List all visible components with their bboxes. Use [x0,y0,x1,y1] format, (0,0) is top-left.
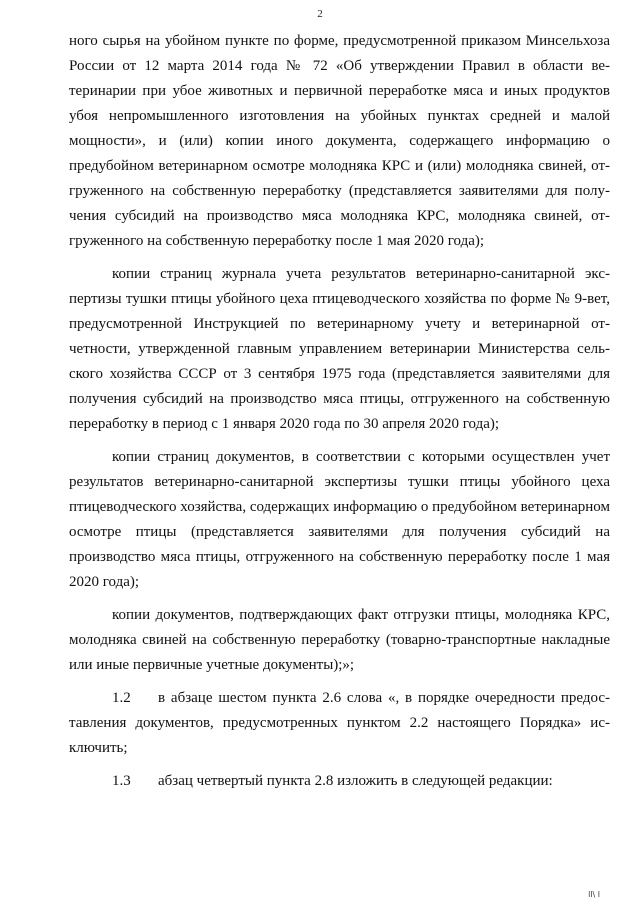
corner-mark: ll\ l [588,890,600,899]
list-item-number: 1.3 [112,773,131,789]
list-item-1-3 [69,769,610,794]
list-item-1-2 [69,686,610,761]
list-item-text: абзац четвертый пункта 2.8 изложить в следующей редакции: [158,773,553,789]
paragraph-document-copies: копии страниц документов, в соответствии с которыми осуществлен учет результатов ветеринарно-санитарной экспертизы тушки птицы убойного цеха птицеводческого хозяйства, содержащих информацию о предубойном ветеринарном осмотре птицы (представляется заявителями для получения субсидий на производство мяса птицы, отгруженного на собственную переработку после 1 мая 2020 года); [69,449,610,590]
paragraph-shipment-copies: копии документов, подтверждающих факт отгрузки птицы, молодняка КРС, молодняка свиней на собственную переработку (товарно-транспортные накладные или иные первичные учетные документы);»; [69,607,610,673]
list-item-text: в абзаце шестом пункта 2.6 слова «, в порядке очередности предоставления документов, предусмотренных пунктом 2.2 настоящего Порядка» исключить; [69,690,610,756]
document-body [69,29,610,802]
paragraph-continuation: ного сырья на убойном пункте по форме, предусмотренной приказом Минсельхоза России от 12 марта 2014 года № 72 «Об утверждении Правил в области ветеринарии при убое животных и первичной переработке мяса и иных продуктов убоя непромышленного изготовления на убойных пунктах средней и малой мощности», и (или) копии иного документа, содержащего информацию о предубойном ветеринарном осмотре молодняка КРС и (или) молодняка свиней, отгруженного на собственную переработку (представляется заявителями для получения субсидий на производство мяса молодняка КРС, молодняка свиней, отгруженного на собственную переработку после 1 мая 2020 года); [69,33,610,249]
paragraph-journal-copies: копии страниц журнала учета результатов ветеринарно-санитарной экспертизы тушки птицы убойного цеха птицеводческого хозяйства по форме № 9-вет, предусмотренной Инструкцией по ветеринарному учету и ветеринарной отчетности, утвержденной главным управлением ветеринарии Министерства сельского хозяйства СССР от 3 сентября 1975 года (представляется заявителями для получения субсидий на производство мяса птицы, отгруженного на собственную переработку в период с 1 января 2020 года по 30 апреля 2020 года); [69,266,610,432]
list-item-number: 1.2 [112,690,131,706]
page-number: 2 [317,8,323,20]
